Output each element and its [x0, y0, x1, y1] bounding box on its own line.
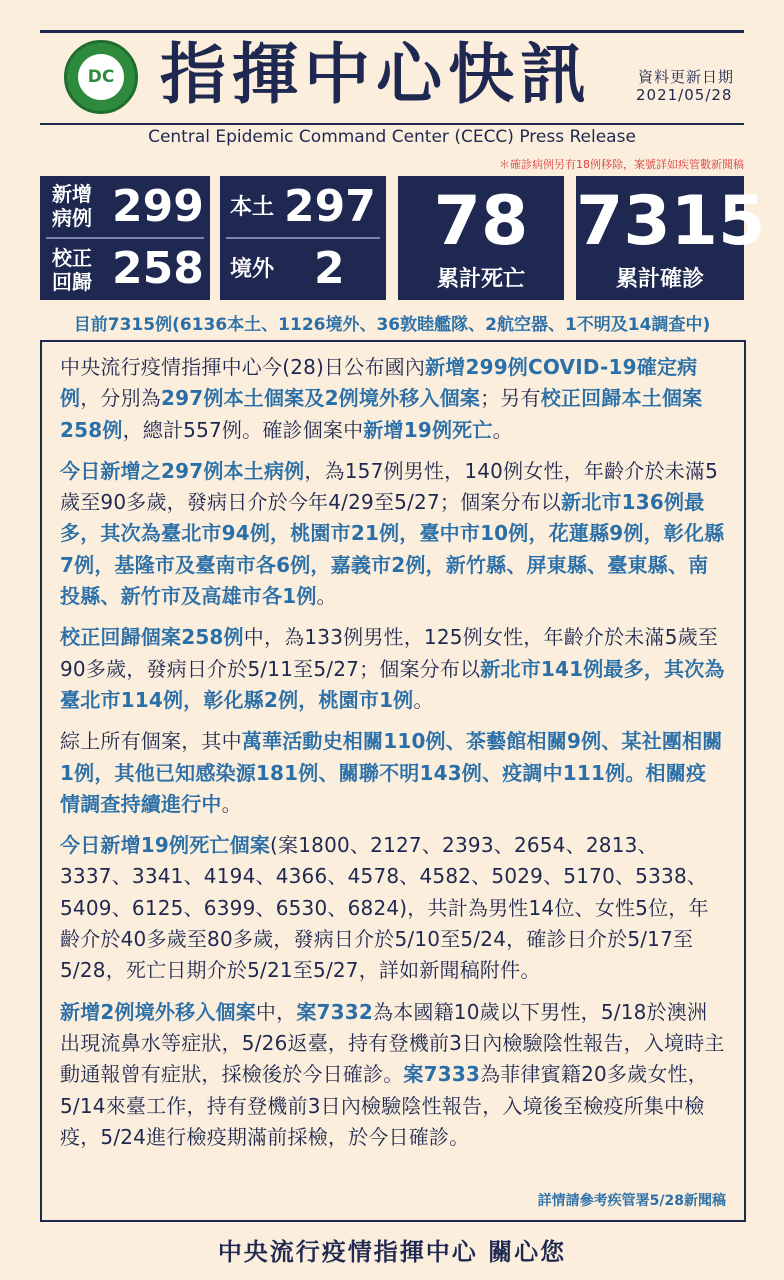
reference-note: 詳情請參考疾管署5/28新聞稿 [537, 1193, 726, 1209]
body-text: 中， [255, 999, 297, 1024]
highlight-text: 新增299例COVID-19確定病例 [60, 355, 698, 411]
highlight-text: 案7332 [296, 999, 373, 1024]
paragraph-6 [60, 997, 726, 1153]
body-text: 為菲律賓籍20多歲女性，5/14來臺工作，持有登機前3日內檢驗陰性報告，入境後至檢疫所集中檢疫，5/24進行檢疫期滿前採檢，於今日確診。 [60, 1062, 708, 1149]
closing-line: 中央流行疫情指揮中心 關心您 [217, 1238, 567, 1266]
highlight-text: 案7333 [403, 1062, 481, 1087]
imported-value: 2 [314, 243, 345, 294]
divider [46, 237, 204, 239]
cumulative-summary: 目前7315例(6136本土、1126境外、36敦睦艦隊、2航空器、1不明及14調查中) [73, 315, 711, 335]
body-text: ，總計557例。確診個案中 [122, 417, 364, 442]
highlight-text: 今日新增19例死亡個案 [60, 833, 271, 858]
paragraph-4 [60, 726, 726, 820]
header-rule-bottom [40, 123, 744, 125]
update-date: 2021/05/28 [636, 86, 733, 104]
body-text: 中，為133例男性，125例女性，年齡介於未滿5歲至90多歲，發病日介於5/11至5/27；個案分布以 [60, 625, 719, 681]
total-cases-label: 累計確診 [615, 267, 704, 292]
highlight-text: 校正回歸本土個案258例 [60, 386, 703, 442]
body-text: 。 [316, 584, 337, 609]
paragraph-1 [60, 352, 726, 446]
paragraph-2 [60, 456, 726, 612]
deaths-label: 累計死亡 [436, 267, 525, 292]
body-text: 中央流行疫情指揮中心今(28)日公布國內 [60, 355, 426, 379]
body-text: ，分別為 [80, 386, 162, 411]
highlight-text: 新北市141例最多，其次為臺北市114例，彰化縣2例，桃園市1例 [60, 656, 725, 712]
body-text: 為本國籍10歲以下男性，5/18於澳洲出現流鼻水等症狀，5/26返臺，持有登機前3日內檢驗陰性報告，入境時主動通報曾有症狀，採檢後於今日確診。 [60, 999, 725, 1087]
local-value: 297 [284, 181, 376, 232]
footnote: ＊確診病例另有18例移除，案號詳如疾管數新聞稿 [499, 158, 744, 171]
body-text: 。 [413, 687, 434, 712]
new-cases-box [40, 176, 210, 300]
corrected-label: 校正 回歸 [52, 246, 92, 294]
body-text: 。 [492, 417, 513, 442]
imported-label: 境外 [230, 257, 275, 282]
body-text: ，為157例男性，140例女性，年齡介於未滿5歲至90多歲，發病日介於今年4/29至5/27；個案分布以 [60, 458, 719, 515]
local-label: 本土 [230, 195, 275, 220]
body-text: 。 [221, 791, 242, 816]
local-imported-box [220, 176, 386, 300]
highlight-text: 萬華活動史相關110例、茶藝館相關9例、某社團相關1例，其他已知感染源181例、關聯不明143例、疫調中111例。相關疫情調查持續進行中 [60, 729, 723, 816]
body-text: ；另有 [480, 386, 541, 411]
paragraph-5 [60, 830, 726, 986]
highlight-text: 新增19例死亡 [363, 417, 493, 442]
body-text: 綜上所有個案，其中 [60, 729, 242, 754]
highlight-text: 校正回歸個案258例 [60, 625, 244, 650]
content-box [40, 340, 746, 1222]
corrected-value: 258 [112, 243, 204, 294]
total-cases-box [576, 176, 766, 300]
highlight-text: 新增2例境外移入個案 [60, 999, 256, 1024]
divider [226, 237, 380, 239]
new-cases-value: 299 [112, 181, 204, 232]
deaths-value: 78 [433, 182, 529, 261]
cdc-logo-icon [64, 40, 138, 114]
update-date-label: 資料更新日期 [638, 68, 735, 86]
deaths-box [398, 176, 564, 300]
highlight-text: 今日新增之297例本土病例 [60, 458, 305, 483]
highlight-text: 新北市136例最多，其次為臺北市94例，桃園市21例，臺中市10例，花蓮縣9例，彰化縣7例，基隆市及臺南市各6例，嘉義市2例，新竹縣、屏東縣、臺東縣、南投縣、新竹市及高雄市各1例 [60, 490, 725, 609]
highlight-text: 297例本土個案及2例境外移入個案 [161, 386, 481, 411]
subtitle: Central Epidemic Command Center (CECC) Press Release [148, 127, 636, 147]
total-cases-value: 7315 [576, 182, 766, 261]
new-cases-label: 新增 病例 [52, 182, 92, 230]
body-text: (案1800、2127、2393、2654、2813、3337、3341、4194、4366、4578、4582、5029、5170、5338、5409、6125、6399、6530、6824)，共計為男性14位、女性5位，年齡介於40多歲至80多歲，發病日介於5/10至5/24，確診日介於5/17至5/28，死亡日期介於5/21至5/27，詳如新聞稿附件。 [60, 833, 709, 983]
paragraph-3 [60, 622, 726, 716]
page-title: 指揮中心快訊 [160, 36, 592, 113]
